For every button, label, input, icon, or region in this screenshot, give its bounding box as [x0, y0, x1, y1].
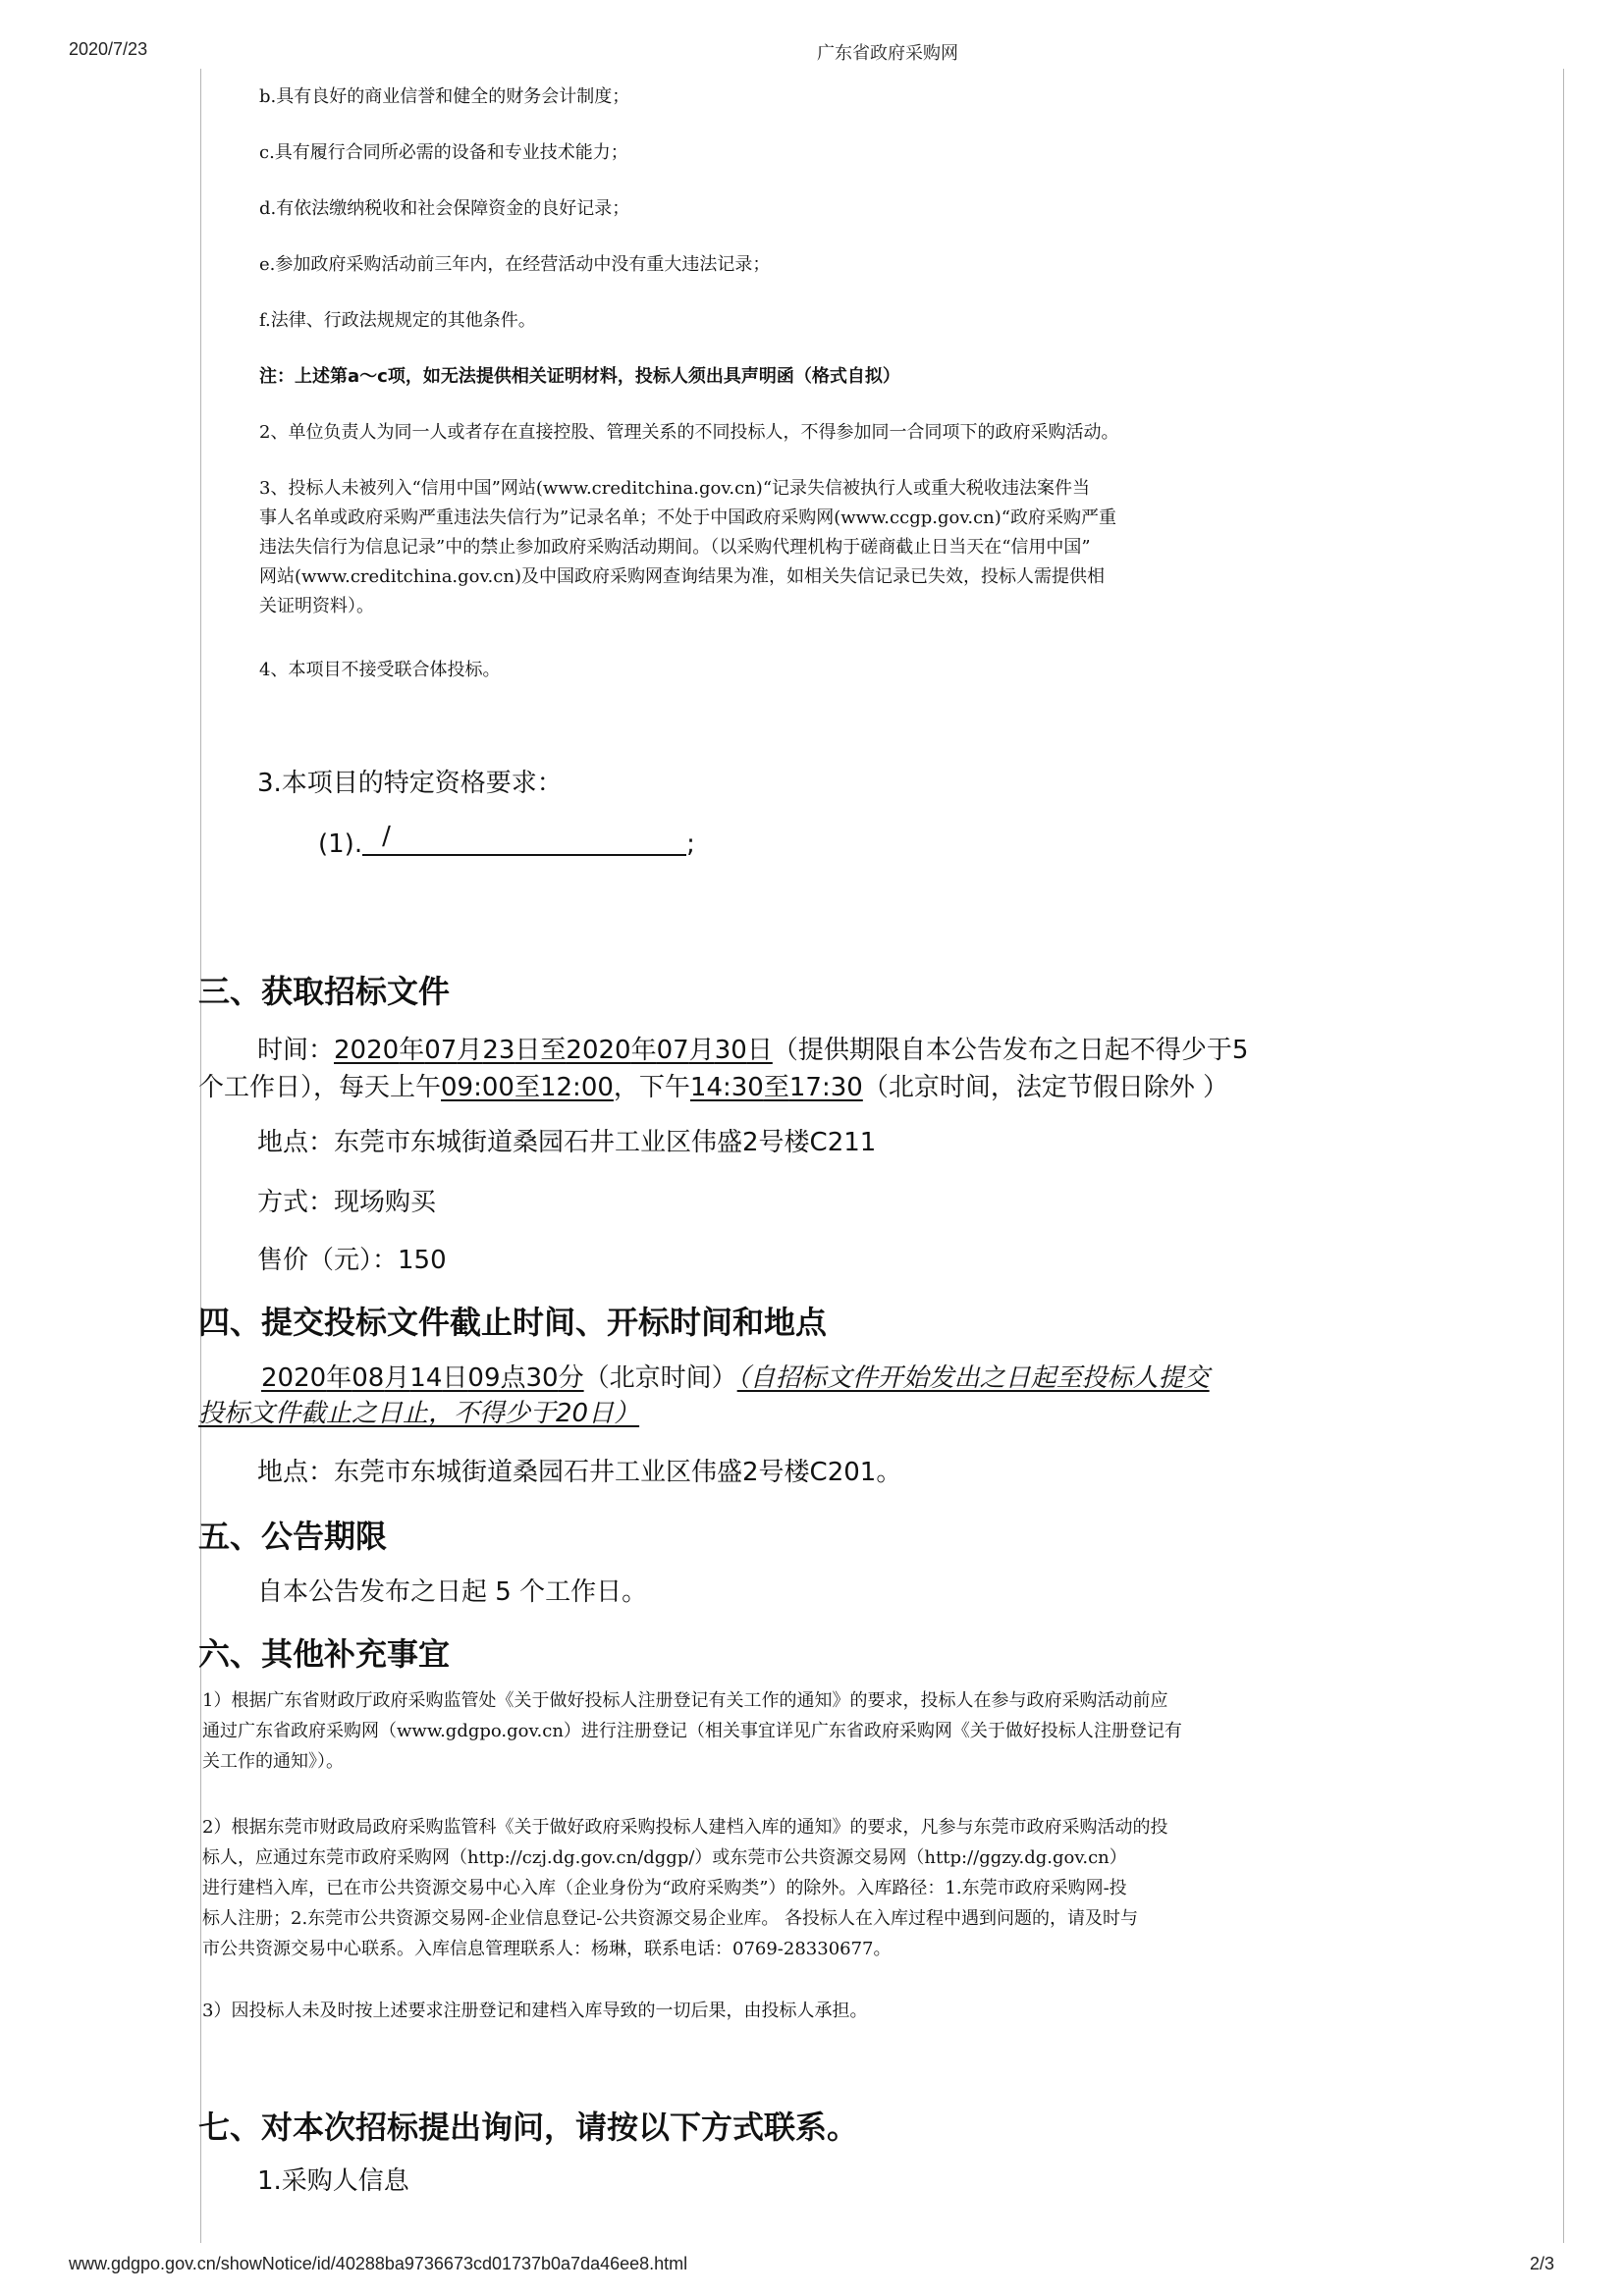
- s3-pm-start: 14:30: [689, 1073, 764, 1102]
- s3-time-line-2: [198, 1070, 1228, 1105]
- special-item-blank: [362, 822, 686, 856]
- section-5-title: 五、公告期限: [198, 1518, 388, 1555]
- s4-year: 2020: [261, 1363, 327, 1393]
- qualification-b: b.具有良好的商业信誉和健全的财务会计制度；: [259, 86, 630, 107]
- s7-purchaser-info-title: 1.采购人信息: [257, 2166, 409, 2196]
- s4-month: 08: [352, 1363, 385, 1393]
- special-qualification-item: [318, 822, 695, 862]
- section-4-title: 四、提交投标文件截止时间、开标时间和地点: [198, 1304, 828, 1341]
- qualification-e: e.参加政府采购活动前三年内，在经营活动中没有重大违法记录；: [259, 254, 771, 275]
- print-url: www.gdgpo.gov.cn/showNotice/id/40288ba9736673cd01737b0a7da46ee8.html: [69, 2254, 688, 2273]
- s6-p1-line: 1）根据广东省财政厅政府采购监管处《关于做好投标人注册登记有关工作的通知》的要求，投标人在参与政府采购活动前应: [202, 1690, 1168, 1711]
- s6-p2-line: 标人，应通过东莞市政府采购网（http://czj.dg.gov.cn/dggp/）或东莞市公共资源交易网（http://ggzy.dg.gov.cn）: [202, 1847, 1127, 1868]
- s5-text: 自本公告发布之日起 5 个工作日。: [257, 1577, 648, 1607]
- s3-text: 至: [514, 1073, 540, 1102]
- s3-pm-end: 17:30: [788, 1073, 863, 1102]
- item3-line: 关证明资料）。: [259, 596, 374, 616]
- special-item-value: /: [382, 822, 391, 851]
- s3-text: ，下午: [613, 1073, 690, 1102]
- s3-end-day: 30: [714, 1036, 747, 1065]
- section-3-title: 三、获取招标文件: [198, 973, 451, 1010]
- s3-start-day: 23: [482, 1036, 515, 1065]
- s3-time-note: （提供期限自本公告发布之日起不得少于5: [772, 1036, 1249, 1065]
- s4-deadline-line-1: [261, 1361, 1210, 1396]
- s6-p2-line: 2）根据东莞市财政局政府采购监管科《关于做好政府采购投标人建档入库的通知》的要求，凡参与东莞市政府采购活动的投: [202, 1817, 1168, 1838]
- s4-note: （自招标文件开始发出之日起至投标人提交: [736, 1363, 1210, 1393]
- s3-start-year: 2020: [334, 1036, 400, 1065]
- s4-hour: 09: [467, 1363, 501, 1393]
- qualification-item-4: 4、本项目不接受联合体投标。: [259, 660, 501, 680]
- s4-deadline-line-2: [198, 1396, 639, 1431]
- print-page-number: 2/3: [1530, 2254, 1555, 2273]
- s3-text: 至: [763, 1073, 789, 1102]
- s6-p1-line: 关工作的通知》）。: [202, 1751, 344, 1772]
- s3-text: 个工作日），每天上午: [198, 1073, 442, 1102]
- s3-time-label: 时间：: [257, 1036, 335, 1065]
- qualification-note: 注：上述第a～c项，如无法提供相关证明材料，投标人须出具声明函（格式自拟）: [259, 366, 900, 387]
- qualification-c: c.具有履行合同所必需的设备和专业技术能力；: [259, 142, 628, 163]
- special-item-prefix: (1).: [318, 829, 363, 859]
- s4-day: 14: [409, 1363, 443, 1393]
- s3-am-start: 09:00: [441, 1073, 514, 1102]
- s3-end-month: 07: [656, 1036, 689, 1065]
- s3-method: 方式：现场购买: [257, 1188, 437, 1217]
- s3-text: 日: [746, 1036, 773, 1065]
- s3-text: 日至: [514, 1036, 567, 1065]
- s3-text: 月: [457, 1036, 483, 1065]
- special-qualification-title: 3.本项目的特定资格要求：: [257, 769, 563, 798]
- s3-text: （北京时间，法定节假日除外 ）: [862, 1073, 1229, 1102]
- s3-text: 年: [630, 1036, 657, 1065]
- s6-p2-line: 标人注册；2.东莞市公共资源交易网-企业信息登记-公共资源交易企业库。 各投标人在入库过程中遇到问题的，请及时与: [202, 1908, 1139, 1929]
- s3-text: 年: [399, 1036, 425, 1065]
- item3-line: 违法失信行为信息记录”中的禁止参加政府采购活动期间。（以采购代理机构于磋商截止日当天在“信用中国”: [259, 537, 1091, 558]
- s4-timezone: （北京时间）: [583, 1363, 737, 1393]
- print-date: 2020/7/23: [69, 39, 148, 59]
- s3-text: 月: [688, 1036, 715, 1065]
- section-6-title: 六、其他补充事宜: [198, 1635, 451, 1673]
- s6-p1-line: 通过广东省政府采购网（www.gdgpo.gov.cn）进行注册登记（相关事宜详见广东省政府采购网《关于做好投标人注册登记有: [202, 1721, 1182, 1741]
- s4-note: 投标文件截止之日止，不得少于20日）: [198, 1399, 640, 1428]
- s4-text: 年: [326, 1363, 352, 1393]
- s3-start-month: 07: [424, 1036, 458, 1065]
- qualification-item-2: 2、单位负责人为同一人或者存在直接控股、管理关系的不同投标人，不得参加同一合同项下的政府采购活动。: [259, 422, 1119, 443]
- special-item-suffix: ;: [686, 829, 695, 859]
- s3-price: 售价（元）：150: [257, 1246, 447, 1275]
- s3-place: 地点：东莞市东城街道桑园石井工业区伟盛2号楼C211: [257, 1128, 877, 1157]
- s4-text: 月: [384, 1363, 410, 1393]
- item3-line: 网站(www.creditchina.gov.cn)及中国政府采购网查询结果为准，如相关失信记录已失效，投标人需提供相: [259, 566, 1105, 587]
- s4-text: 日: [442, 1363, 468, 1393]
- s6-p2-line: 市公共资源交易中心联系。入库信息管理联系人：杨琳，联系电话：0769-28330677。: [202, 1939, 892, 1959]
- print-site-title: 广东省政府采购网: [817, 43, 958, 63]
- item3-line: 3、投标人未被列入“信用中国”网站(www.creditchina.gov.cn)“记录失信被执行人或重大税收违法案件当: [259, 478, 1091, 499]
- item3-line: 事人名单或政府采购严重违法失信行为”记录名单；不处于中国政府采购网(www.ccgp.gov.cn)“政府采购严重: [259, 507, 1116, 528]
- s3-time-line-1: [257, 1033, 1248, 1068]
- s4-text: 分: [558, 1363, 584, 1393]
- s6-p2-line: 进行建档入库，已在市公共资源交易中心入库（企业身份为“政府采购类”）的除外。入库路径：1.东莞市政府采购网-投: [202, 1878, 1127, 1898]
- s4-text: 点: [500, 1363, 526, 1393]
- qualification-f: f.法律、行政法规规定的其他条件。: [259, 310, 536, 331]
- s3-end-year: 2020: [566, 1036, 631, 1065]
- s3-am-end: 12:00: [539, 1073, 614, 1102]
- s4-place: 地点：东莞市东城街道桑园石井工业区伟盛2号楼C201。: [257, 1458, 902, 1487]
- s4-minute: 30: [525, 1363, 559, 1393]
- section-7-title: 七、对本次招标提出询问，请按以下方式联系。: [198, 2109, 859, 2146]
- qualification-d: d.有依法缴纳税收和社会保障资金的良好记录；: [259, 198, 630, 219]
- s6-paragraph-3: 3）因投标人未及时按上述要求注册登记和建档入库导致的一切后果，由投标人承担。: [202, 2001, 868, 2021]
